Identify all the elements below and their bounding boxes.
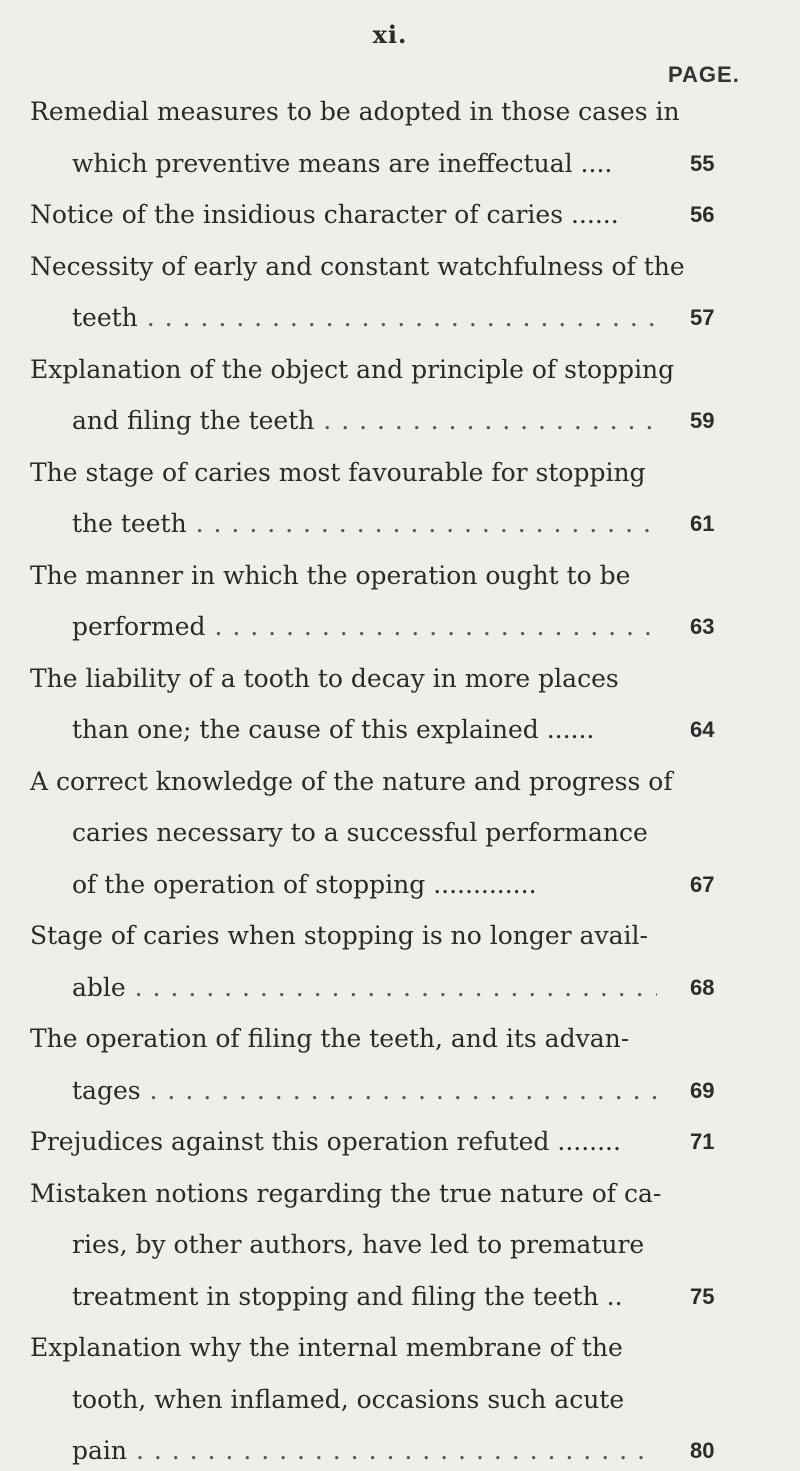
toc-entry-line [72, 401, 657, 441]
toc-entry-line [30, 1328, 660, 1368]
toc-entry-line [30, 1019, 660, 1059]
toc-entry-line [72, 1277, 657, 1317]
toc-entry-line [30, 1122, 660, 1162]
toc-entry-text: Notice of the insidious character of caries ...... [30, 200, 619, 229]
toc-page-number: 59 [690, 408, 715, 433]
toc-entry-text: Explanation of the object and principle of stopping [30, 354, 675, 384]
toc-entry-line [30, 92, 680, 132]
toc-entry-line [72, 1380, 657, 1420]
toc-page-number: 56 [690, 202, 715, 227]
toc-entry-line [72, 504, 657, 544]
toc-entry-text: Explanation why the internal membrane of the [30, 1333, 623, 1362]
toc-entry-text: pain . . . [72, 1436, 657, 1465]
toc-entry-text: The liability of a tooth to decay in more places [30, 663, 619, 693]
toc-page-number: 71 [690, 1129, 715, 1154]
toc-entry-text: Stage of caries when stopping is no longer avail- [30, 921, 648, 950]
toc-page-number: 61 [690, 511, 715, 536]
toc-entry-text: Mistaken notions regarding the true nature of ca- [30, 1178, 662, 1208]
toc-entry-line [72, 813, 657, 853]
toc-entry-text: teeth . . . [72, 303, 657, 332]
toc-page-number: 80 [690, 1438, 715, 1463]
toc-entry-line [72, 968, 657, 1008]
toc-entry-line [72, 144, 657, 184]
toc-page-number: 55 [690, 150, 715, 176]
toc-entry-text: performed . . . [72, 612, 657, 641]
toc-entry-text: A correct knowledge of the nature and progress of [30, 766, 673, 796]
toc-page-number: 63 [690, 614, 715, 639]
toc-entry-text: able . . . [72, 973, 657, 1002]
toc-entry-text: Remedial measures to be adopted in those cases in [30, 97, 680, 126]
toc-entry-line [30, 195, 660, 235]
toc-entry-text: of the operation of stopping ............. [72, 869, 537, 899]
toc-page-number: 64 [690, 717, 715, 742]
toc-entry-text: The operation of filing the teeth, and its advan- [30, 1024, 630, 1053]
toc-page-number: 57 [690, 305, 715, 330]
toc-entry-text: tooth, when inflamed, occasions such acute [72, 1384, 625, 1414]
toc-entry-line [72, 1071, 657, 1111]
toc-entry-line [72, 1225, 657, 1265]
folio-text: xi. [372, 20, 408, 49]
page-column-label: PAGE. [668, 62, 740, 87]
toc-entry-text: Prejudices against this operation refuted ........ [30, 1127, 621, 1156]
toc-entry-line [30, 659, 660, 699]
toc-entry-text: Necessity of early and constant watchfulness of the [30, 251, 685, 281]
toc-entry-text: caries necessary to a successful performance [72, 818, 648, 847]
toc-entry-line [30, 350, 675, 390]
toc-entry-line [30, 453, 660, 493]
toc-entry-text: The stage of caries most favourable for stopping [30, 457, 646, 487]
toc-page-number: 69 [690, 1077, 715, 1103]
toc-entry-text: ries, by other authors, have led to premature [72, 1230, 645, 1259]
toc-entry-line [72, 298, 657, 338]
toc-entry-text: tages . . . [72, 1076, 657, 1105]
toc-entry-line [30, 556, 660, 596]
toc-entry-line [30, 247, 685, 287]
toc-entry-line [72, 865, 657, 905]
toc-entry-text: than one; the cause of this explained ...... [72, 715, 595, 744]
toc-entry-text: the teeth . . . [72, 509, 657, 538]
toc-page-number: 67 [690, 871, 715, 897]
toc-entry-line [30, 1174, 660, 1214]
toc-page-number: 68 [690, 974, 715, 1000]
toc-entry-line [72, 1431, 657, 1471]
toc-entry-line [72, 710, 657, 750]
toc-entry-line [30, 762, 673, 802]
toc-entry-text: The manner in which the operation ought to be [30, 560, 631, 590]
toc-entry-text: and filing the teeth . . . [72, 406, 657, 435]
toc-entry-text: treatment in stopping and filing the teeth .. [72, 1281, 623, 1311]
toc-entry-text: which preventive means are ineffectual .... [72, 148, 613, 178]
folio [0, 20, 800, 49]
toc-page-number: 75 [690, 1283, 715, 1309]
toc-entry-line [72, 607, 657, 647]
toc-entry-line [30, 916, 660, 956]
